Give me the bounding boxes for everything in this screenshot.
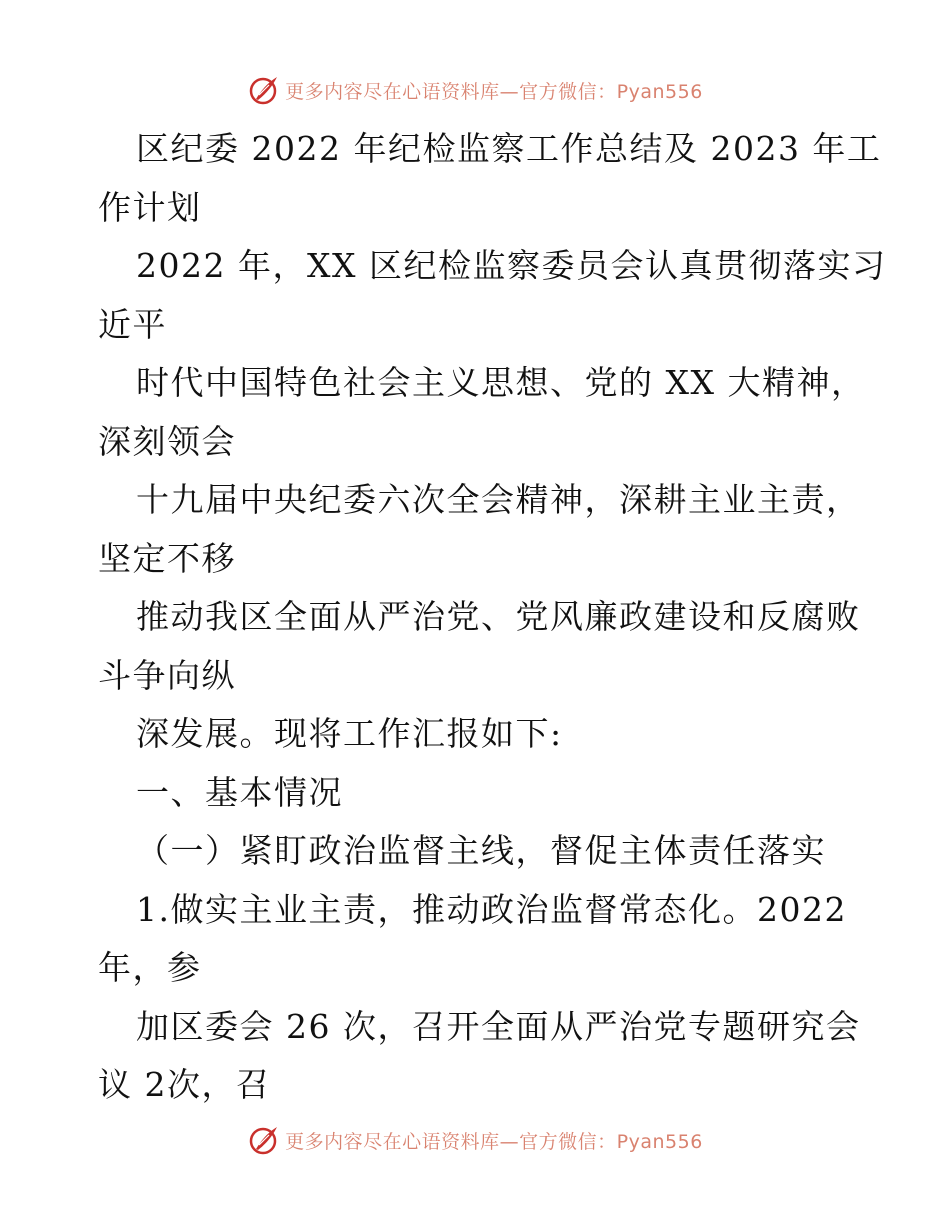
text-line: 坚定不移 (98, 538, 236, 578)
watermark-header (0, 70, 950, 110)
text-line: 加区委会 26 次，召开全面从严治党专题研究会 (136, 1006, 861, 1046)
text-line: 斗争向纵 (98, 655, 236, 695)
text-line: 深刻领会 (98, 421, 236, 461)
watermark-footer (0, 1120, 950, 1160)
text-line: 一、基本情况 (136, 772, 343, 812)
feather-pen-logo-icon (247, 73, 281, 107)
document-body (98, 120, 887, 1115)
text-line: 推动我区全面从严治党、党风廉政建设和反腐败 (136, 597, 861, 636)
text-line: 年，参 (98, 948, 202, 987)
text-line: 议 2次，召 (98, 1065, 271, 1104)
text-line: 作计划 (98, 187, 202, 227)
text-line: 深发展。现将工作汇报如下: (136, 714, 563, 753)
text-line: 区纪委 2022 年纪检监察工作总结及 2023 年工 (136, 129, 882, 168)
text-line: 时代中国特色社会主义思想、党的 XX 大精神， (136, 363, 866, 402)
watermark-text: 更多内容尽在心语资料库—官方微信：Pyan556 (285, 80, 703, 103)
feather-pen-logo-icon (247, 1123, 281, 1157)
text-line: 近平 (98, 304, 167, 344)
text-line: 十九届中央纪委六次全会精神，深耕主业主责， (136, 480, 861, 519)
watermark-text: 更多内容尽在心语资料库—官方微信：Pyan556 (285, 1130, 703, 1153)
text-line: 2022 年，XX 区纪检监察委员会认真贯彻落实习 (136, 246, 887, 285)
text-line: 1.做实主业主责，推动政治监督常态化。2022 (136, 889, 847, 929)
text-line: （一）紧盯政治监督主线，督促主体责任落实 (136, 831, 826, 870)
